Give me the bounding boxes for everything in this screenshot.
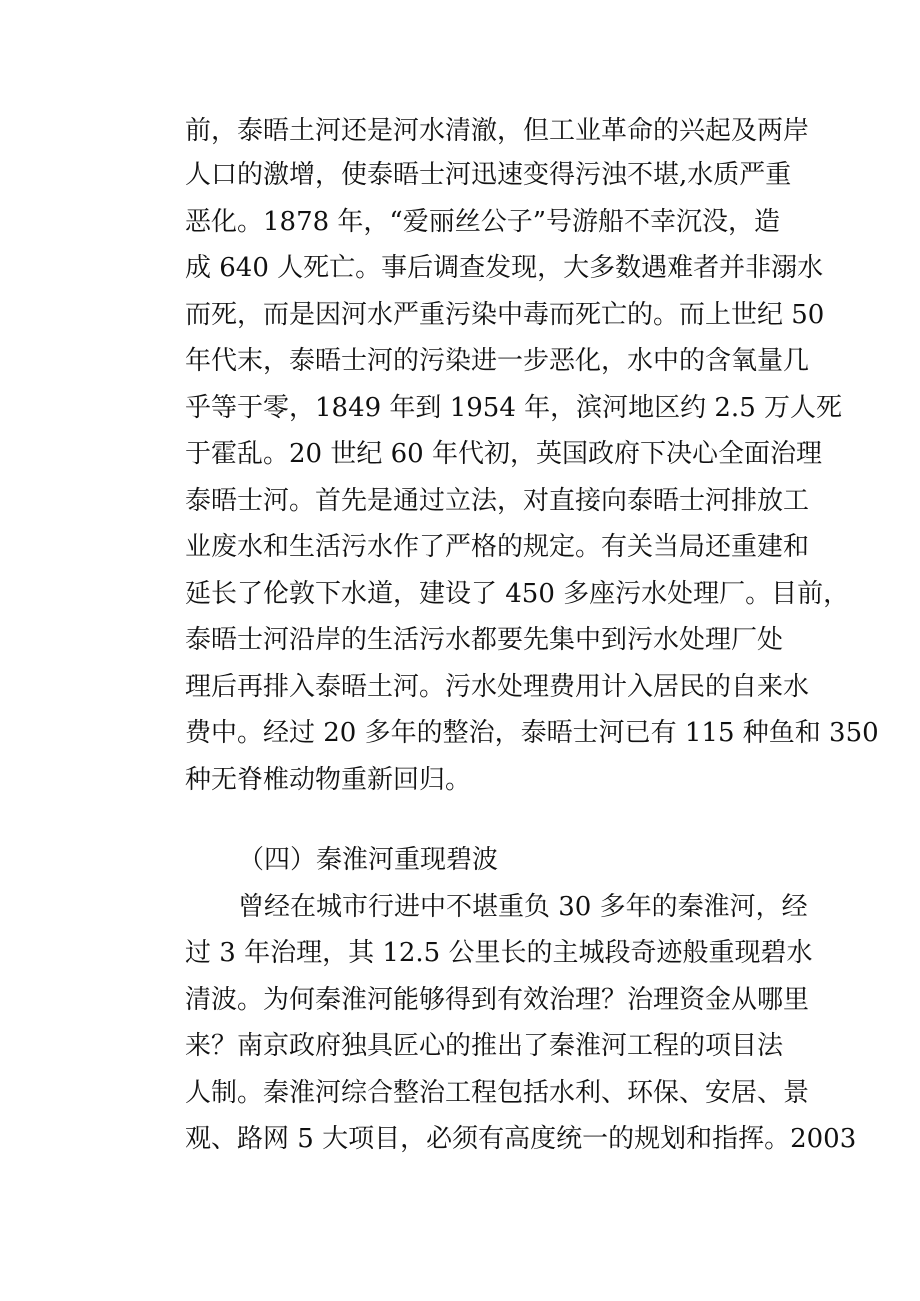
text-line: 种无脊椎动物重新回归。 [185,765,472,795]
text-line: 乎等于零，1849 年到 1954 年，滨河地区约 2.5 万人死 [185,393,843,423]
text-line: 曾经在城市行进中不堪重负 30 多年的秦淮河，经 [238,892,808,922]
text-line: 前，泰晤土河还是河水清澈，但工业革命的兴起及两岸 [185,116,810,146]
section-heading: （四）秦淮河重现碧波 [238,845,499,875]
text-line: 理后再排入泰晤土河。污水处理费用计入居民的自来水 [185,672,810,702]
text-line: 年代末，泰晤士河的污染进一步恶化，水中的含氧量几 [185,346,810,376]
text-line: 过 3 年治理，其 12.5 公里长的主城段奇迹般重现碧水 [185,938,813,968]
text-line: 人口的激增，使泰晤士河迅速变得污浊不堪,水质严重 [185,160,792,190]
text-line: 于霍乱。20 世纪 60 年代初，英国政府下决心全面治理 [185,439,822,469]
text-line: 观、路网 5 大项目，必须有高度统一的规划和指挥。2003 [185,1124,857,1154]
text-line: 泰晤士河。首先是通过立法，对直接向泰晤士河排放工 [185,486,810,516]
text-line: 成 640 人死亡。事后调查发现，大多数遇难者并非溺水 [185,253,824,283]
text-line: 业废水和生活污水作了严格的规定。有关当局还重建和 [185,532,810,562]
text-line: 恶化。1878 年，“爱丽丝公子”号游船不幸沉没，造 [185,207,781,237]
text-line: 清波。为何秦淮河能够得到有效治理？治理资金从哪里 [185,985,810,1015]
text-line: 人制。秦淮河综合整治工程包括水利、环保、安居、景 [185,1078,810,1108]
text-line: 来？南京政府独具匠心的推出了秦淮河工程的项目法 [185,1031,784,1061]
text-line: 延长了伦敦下水道，建设了 450 多座污水处理厂。目前， [185,579,850,609]
text-line: 而死，而是因河水严重污染中毒而死亡的。而上世纪 50 [185,300,825,330]
text-line: 泰晤士河沿岸的生活污水都要先集中到污水处理厂处 [185,625,784,655]
text-line: 费中。经过 20 多年的整治，泰晤士河已有 115 种鱼和 350 [185,718,879,748]
